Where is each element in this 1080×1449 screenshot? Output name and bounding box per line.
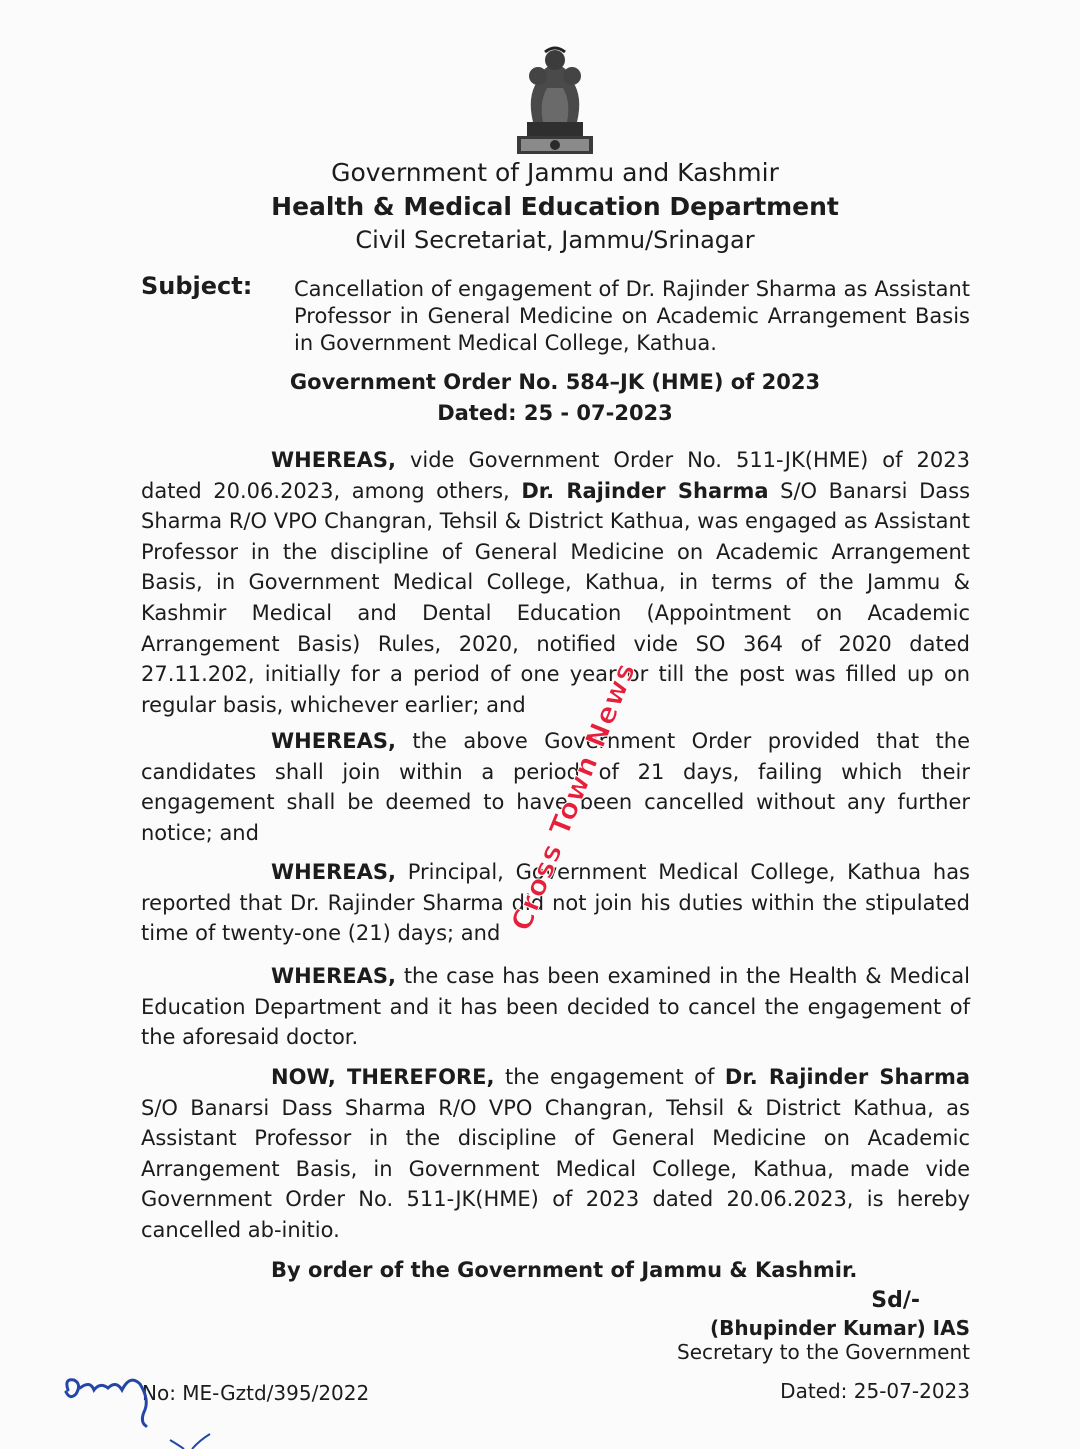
paragraph-text: the above Government Order provided that the candidates shall join within a period of 21 days, failing which their engagement shall be deemed to have been cancelled without any further notice; and (141, 729, 970, 845)
paragraph-lead: WHEREAS, (271, 860, 396, 884)
doctor-name: Dr. Rajinder Sharma (521, 478, 769, 503)
paragraph-text: the engagement of (494, 1065, 725, 1089)
department-name: Health & Medical Education Department (271, 192, 839, 221)
reference-date: Dated: 25-07-2023 (780, 1379, 970, 1403)
paragraph-whereas-4 (141, 961, 970, 1053)
office-address: Civil Secretariat, Jammu/Srinagar (355, 226, 755, 254)
order-date: Dated: 25 - 07-2023 (437, 401, 673, 425)
paragraph-text: Principal, Government Medical College, Kathua has reported that Dr. Rajinder Sharma did not join his duties within the stipulated time of twenty-one (21) days; and (141, 860, 970, 946)
signatory-designation: Secretary to the Government (677, 1340, 970, 1364)
reference-number: No: ME-Gztd/395/2022 (142, 1381, 370, 1405)
by-order-line: By order of the Government of Jammu & Kashmir. (271, 1258, 858, 1282)
paragraph-whereas-1 (141, 445, 970, 720)
paragraph-lead: WHEREAS, (271, 448, 396, 472)
doctor-name: Dr. Rajinder Sharma (724, 1065, 970, 1089)
paragraph-text: the case has been examined in the Health & Medical Education Department and it has been decided to cancel the engagement of the aforesaid doctor. (141, 964, 970, 1050)
signature-sd: Sd/- (871, 1288, 920, 1313)
handwritten-initials-icon (60, 1360, 220, 1449)
subject-label: Subject: (141, 272, 253, 300)
subject-text: Cancellation of engagement of Dr. Rajinder Sharma as Assistant Professor in General Medicine on Academic Arrangement Basis in Government Medical College, Kathua. (294, 277, 970, 355)
paragraph-text: S/O Banarsi Dass Sharma R/O VPO Changran, Tehsil & District Kathua, was engaged as Assistant Professor in the discipline of General Medicine on Academic Arrangement Basis, in Government Medical College, Kathua, in terms of the Jammu & Kashmir Medical and Dental Education (Appointment on Academic Arrangement Basis) Rules, 2020, notified vide SO 364 of 2020 dated 27.11.202, initially for a period of one year or till the post was filled up on regular basis, whichever earlier; and (141, 478, 971, 717)
paragraph-lead: WHEREAS, (271, 729, 396, 753)
paragraph-lead: WHEREAS, (271, 964, 396, 988)
paragraph-text: vide Government Order No. 511-JK(HME) of 2023 dated 20.06.2023, among others, (141, 448, 970, 503)
signatory-name: (Bhupinder Kumar) IAS (710, 1316, 970, 1340)
paragraph-now-therefore (141, 1062, 970, 1246)
state-emblem-icon (505, 42, 605, 160)
order-number: Government Order No. 584–JK (HME) of 2023 (289, 370, 821, 394)
paragraph-lead: NOW, THEREFORE, (271, 1065, 495, 1089)
watermark-text: Cross Town News (504, 657, 643, 936)
government-name: Government of Jammu and Kashmir (331, 158, 779, 187)
paragraph-text: S/O Banarsi Dass Sharma R/O VPO Changran, Tehsil & District Kathua, as Assistant Professor in the discipline of General Medicine on Academic Arrangement Basis, in Government Medical College, Kathua, made vide Government Order No. 511-JK(HME) of 2023 dated 20.06.2023, is hereby cancelled ab-initio. (141, 1095, 970, 1242)
